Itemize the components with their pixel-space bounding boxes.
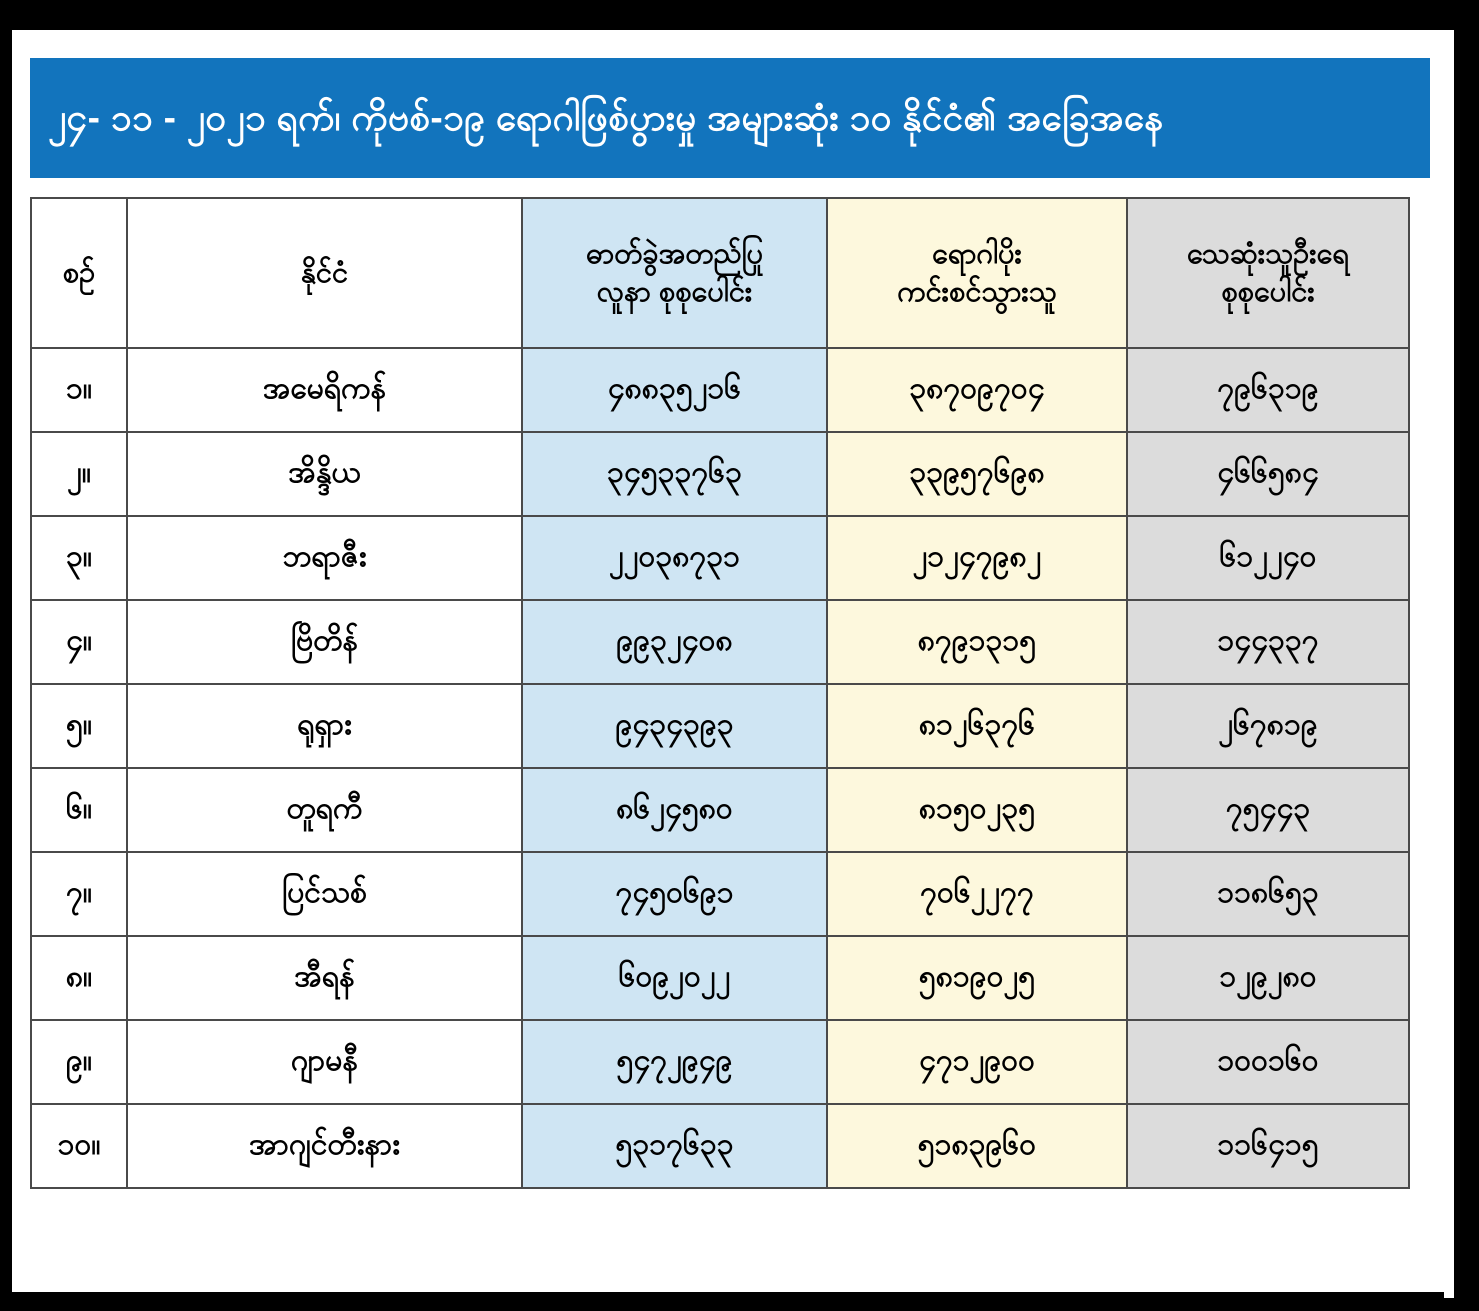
- cell-confirmed: ၂၂၀၃၈၇၃၁: [522, 516, 827, 600]
- poster-content: [30, 58, 1430, 1280]
- column-header-deaths-line2: စုစုပေါင်း: [1221, 276, 1315, 308]
- column-header-recovered: [827, 198, 1127, 348]
- column-header-index: စဉ်: [31, 198, 127, 348]
- cell-confirmed: ၅၄၇၂၉၄၉: [522, 1020, 827, 1104]
- cell-country: အမေရိကန်: [127, 348, 522, 432]
- cell-recovered: ၃၃၉၅၇၆၉၈: [827, 432, 1127, 516]
- cell-recovered: ၅၁၈၃၉၆၀: [827, 1104, 1127, 1188]
- table-row: [31, 684, 1409, 768]
- cell-index: ၉။: [31, 1020, 127, 1104]
- cell-confirmed: ၉၉၃၂၄၀၈: [522, 600, 827, 684]
- cell-country: အာဂျင်တီးနား: [127, 1104, 522, 1188]
- cell-index: ၁၀။: [31, 1104, 127, 1188]
- cell-recovered: ၈၁၅၀၂၃၅: [827, 768, 1127, 852]
- cell-country: ပြင်သစ်: [127, 852, 522, 936]
- cell-confirmed: ၉၄၃၄၃၉၃: [522, 684, 827, 768]
- table-row: [31, 768, 1409, 852]
- table-row: [31, 600, 1409, 684]
- covid-statistics-table: [30, 197, 1410, 1189]
- cell-index: ၅။: [31, 684, 127, 768]
- cell-confirmed: ၈၆၂၄၅၈၀: [522, 768, 827, 852]
- cell-country: ဂျာမနီ: [127, 1020, 522, 1104]
- page-edge-strip: [1444, 368, 1454, 1298]
- cell-confirmed: ၄၈၈၃၅၂၁၆: [522, 348, 827, 432]
- table-row: [31, 936, 1409, 1020]
- cell-index: ၈။: [31, 936, 127, 1020]
- cell-index: ၆။: [31, 768, 127, 852]
- cell-recovered: ၈၁၂၆၃၇၆: [827, 684, 1127, 768]
- column-header-deaths-line1: သေဆုံးသူဦးရေ: [1187, 237, 1349, 270]
- cell-recovered: ၈၇၉၁၃၁၅: [827, 600, 1127, 684]
- cell-country: ဗြိတိန်: [127, 600, 522, 684]
- cell-index: ၂။: [31, 432, 127, 516]
- page-title: ၂၄- ၁၁ - ၂၀၂၁ ရက်၊ ကိုဗစ်-၁၉ ရောဂါဖြစ်ပွားမှု အများဆုံး ၁၀ နိုင်ငံ၏ အခြေအနေ: [48, 96, 1164, 138]
- cell-country: တူရကီ: [127, 768, 522, 852]
- cell-recovered: ၂၁၂၄၇၉၈၂: [827, 516, 1127, 600]
- cell-confirmed: ၆၀၉၂၀၂၂: [522, 936, 827, 1020]
- cell-confirmed: ၇၄၅၀၆၉၁: [522, 852, 827, 936]
- cell-deaths: ၁၀၀၁၆၀: [1127, 1020, 1409, 1104]
- cell-recovered: ၃၈၇၀၉၇၀၄: [827, 348, 1127, 432]
- poster-sheet: [12, 30, 1454, 1292]
- column-header-recovered-line2: ကင်းစင်သွားသူ: [897, 276, 1057, 308]
- table-row: [31, 1020, 1409, 1104]
- table-row: [31, 1104, 1409, 1188]
- poster-title-bar: [30, 58, 1430, 178]
- cell-index: ၄။: [31, 600, 127, 684]
- cell-confirmed: ၅၃၁၇၆၃၃: [522, 1104, 827, 1188]
- table-row: [31, 432, 1409, 516]
- cell-confirmed: ၃၄၅၃၃၇၆၃: [522, 432, 827, 516]
- cell-index: ၁။: [31, 348, 127, 432]
- cell-index: ၇။: [31, 852, 127, 936]
- cell-country: အိန္ဒိယ: [127, 432, 522, 516]
- cell-deaths: ၁၂၉၂၈၀: [1127, 936, 1409, 1020]
- cell-deaths: ၂၆၇၈၁၉: [1127, 684, 1409, 768]
- cell-deaths: ၇၉၆၃၁၉: [1127, 348, 1409, 432]
- cell-deaths: ၁၄၄၃၃၇: [1127, 600, 1409, 684]
- cell-recovered: ၇၀၆၂၂၇၇: [827, 852, 1127, 936]
- cell-recovered: ၅၈၁၉၀၂၅: [827, 936, 1127, 1020]
- column-header-deaths: [1127, 198, 1409, 348]
- table-row: [31, 348, 1409, 432]
- column-header-recovered-line1: ရောဂါပိုး: [932, 237, 1022, 270]
- cell-index: ၃။: [31, 516, 127, 600]
- cell-deaths: ၆၁၂၂၄၀: [1127, 516, 1409, 600]
- column-header-confirmed-line1: ဓာတ်ခွဲအတည်ပြု: [585, 237, 764, 270]
- table-header-row: [31, 198, 1409, 348]
- cell-country: အီရန်: [127, 936, 522, 1020]
- cell-country: ဘရာဇီး: [127, 516, 522, 600]
- column-header-confirmed-line2: လူနာ စုစုပေါင်း: [596, 276, 753, 308]
- column-header-country: နိုင်ငံ: [127, 198, 522, 348]
- cell-deaths: ၁၁၈၆၅၃: [1127, 852, 1409, 936]
- table-row: [31, 516, 1409, 600]
- cell-country: ရုရှား: [127, 684, 522, 768]
- cell-deaths: ၁၁၆၄၁၅: [1127, 1104, 1409, 1188]
- cell-deaths: ၄၆၆၅၈၄: [1127, 432, 1409, 516]
- column-header-confirmed: [522, 198, 827, 348]
- cell-deaths: ၇၅၄၄၃: [1127, 768, 1409, 852]
- cell-recovered: ၄၇၁၂၉၀၀: [827, 1020, 1127, 1104]
- table-row: [31, 852, 1409, 936]
